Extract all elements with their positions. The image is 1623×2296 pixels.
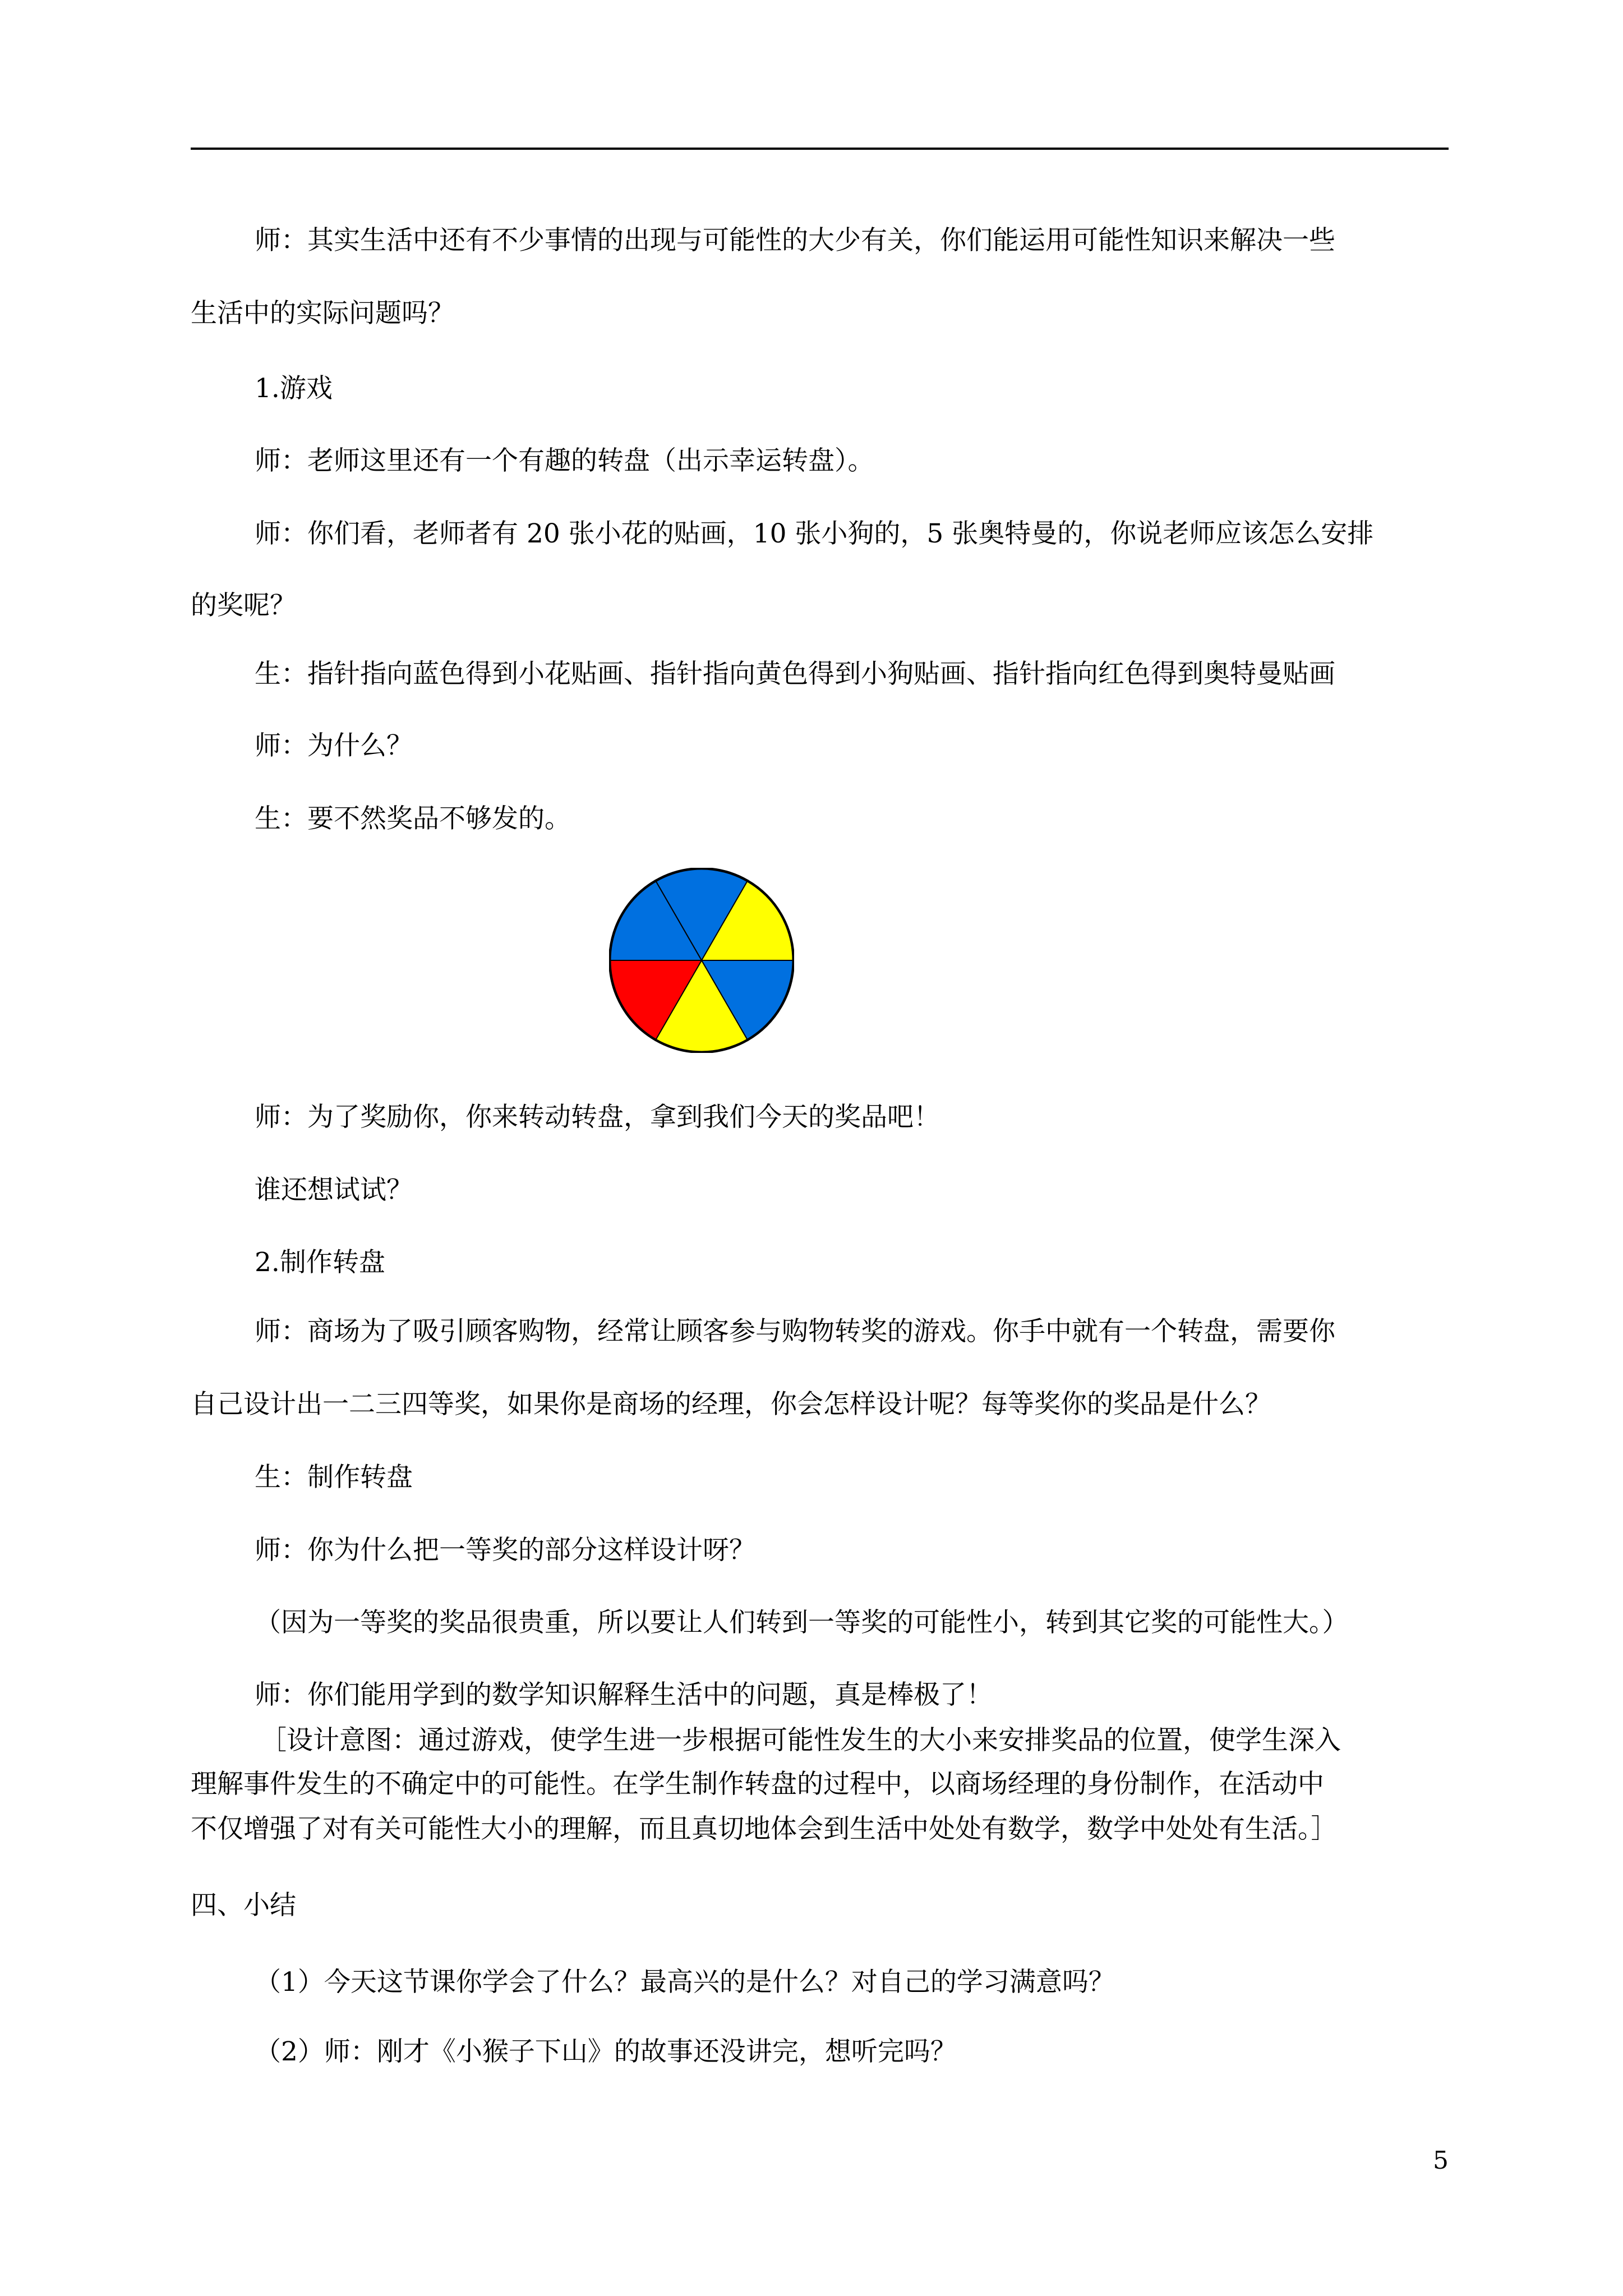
header-rule (191, 148, 1449, 150)
paragraph-line: 谁还想试试？ (255, 1175, 413, 1205)
paragraph-line: 生活中的实际问题吗？ (191, 298, 454, 329)
section-heading: 四、小结 (191, 1890, 296, 1921)
paragraph-line: （2）师：刚才《小猴子下山》的故事还没讲完，想听完吗？ (255, 2036, 957, 2067)
design-intent-line: ［设计意图：通过游戏，使学生进一步根据可能性发生的大小来安排奖品的位置，使学生深入 (260, 1725, 1341, 1756)
paragraph-line: 师：为了奖励你，你来转动转盘，拿到我们今天的奖品吧！ (255, 1102, 940, 1133)
prize-wheel-figure (609, 868, 794, 1053)
paragraph-line: 师：你们看，老师者有 20 张小花的贴画，10 张小狗的，5 张奥特曼的，你说老师应该怎么安排 (255, 518, 1374, 549)
paragraph-line: 师：为什么？ (255, 730, 413, 761)
paragraph-line: 生：要不然奖品不够发的。 (255, 803, 571, 834)
section-heading: 2.制作转盘 (255, 1247, 385, 1278)
page-number: 5 (1433, 2146, 1449, 2175)
paragraph-line: 生：制作转盘 (255, 1462, 413, 1493)
paragraph-line: 师：你们能用学到的数学知识解释生活中的问题，真是棒极了！ (255, 1680, 993, 1710)
section-heading: 1.游戏 (255, 373, 333, 404)
paragraph-line: 的奖呢？ (191, 590, 296, 621)
paragraph-line: 师：其实生活中还有不少事情的出现与可能性的大少有关，你们能运用可能性知识来解决一些 (255, 225, 1335, 256)
paragraph-line: 师：老师这里还有一个有趣的转盘（出示幸运转盘）。 (255, 445, 874, 476)
design-intent-line: 不仅增强了对有关可能性大小的理解，而且真切地体会到生活中处处有数学，数学中处处有生活。］ (191, 1814, 1338, 1844)
paragraph-line: 师：你为什么把一等奖的部分这样设计呀？ (255, 1535, 755, 1566)
paragraph-line: 自己设计出一二三四等奖，如果你是商场的经理，你会怎样设计呢？每等奖你的奖品是什么？ (191, 1389, 1271, 1420)
design-intent-line: 理解事件发生的不确定中的可能性。在学生制作转盘的过程中，以商场经理的身份制作，在活动中 (191, 1769, 1324, 1800)
paragraph-line: （因为一等奖的奖品很贵重，所以要让人们转到一等奖的可能性小，转到其它奖的可能性大。） (255, 1607, 1349, 1638)
paragraph-line: 师：商场为了吸引顾客购物，经常让顾客参与购物转奖的游戏。你手中就有一个转盘，需要你 (255, 1316, 1335, 1347)
paragraph-line: 生：指针指向蓝色得到小花贴画、指针指向黄色得到小狗贴画、指针指向红色得到奥特曼贴画 (255, 659, 1335, 689)
paragraph-line: （1）今天这节课你学会了什么？最高兴的是什么？对自己的学习满意吗？ (255, 1967, 1115, 1998)
